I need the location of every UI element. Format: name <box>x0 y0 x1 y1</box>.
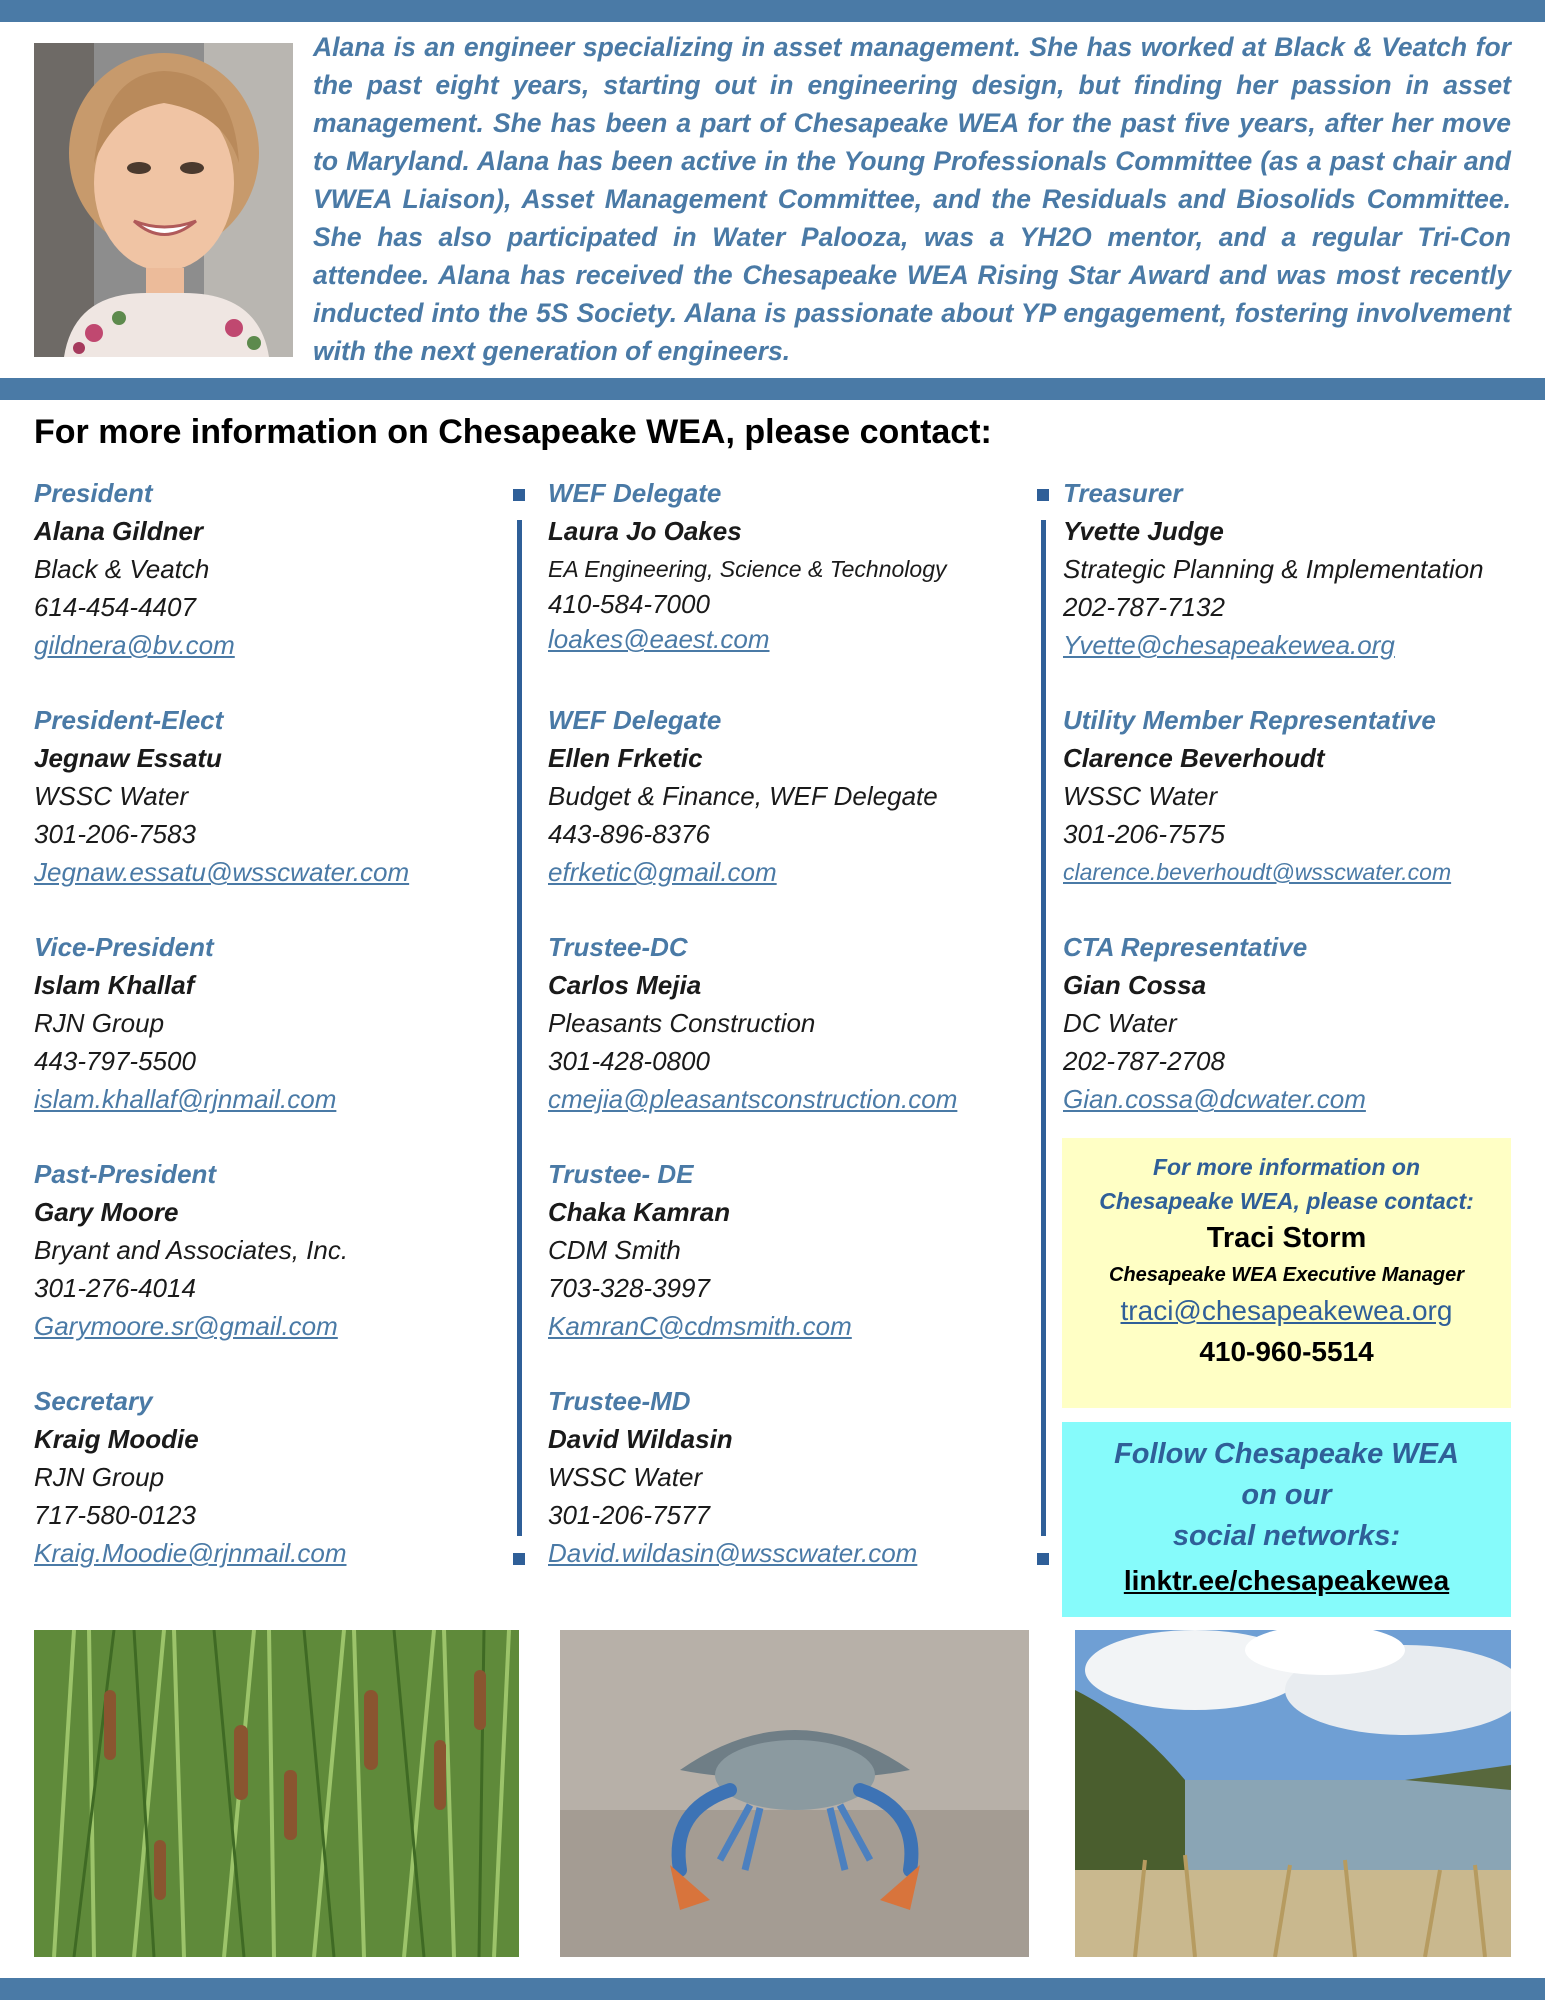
portrait-photo <box>34 43 293 357</box>
divider-square-bottom <box>1037 1553 1049 1565</box>
officers-column-3 <box>1063 474 1523 1155</box>
role-title: Treasurer <box>1063 478 1183 508</box>
contact-entry <box>34 1382 504 1609</box>
social-line2: on our <box>1241 1479 1332 1511</box>
contact-entry <box>1063 701 1523 928</box>
social-line1: Follow Chesapeake WEA <box>1114 1438 1459 1470</box>
phone-number: 614-454-4407 <box>34 592 196 622</box>
bio-paragraph: Alana is an engineer specializing in asset management. She has worked at Black & Veatch for the past eight years, starting out in engineering design, but finding her passion in asset management. She has been a part of Chesapeake WEA for the past five years, after her move to Maryland. Alana has been active in the Young Professionals Committee (as a past chair and VWEA Liaison), Asset Management Committee, and the Residuals and Biosolids Committee. She has also participated in Water Palooza, was a YH2O mentor, and a regular Tri-Con attendee. Alana has received the Chesapeake WEA Rising Star Award and was most recently inducted into the 5S Society. Alana is passionate about YP engagement, fostering involvement with the next generation of engineers. <box>313 32 1511 366</box>
organization: WSSC Water <box>34 781 189 811</box>
role-title: Utility Member Representative <box>1063 705 1436 735</box>
role-title: WEF Delegate <box>548 478 722 508</box>
email-link[interactable]: islam.khallaf@rjnmail.com <box>34 1084 337 1114</box>
role-title: CTA Representative <box>1063 932 1308 962</box>
role-title: Past-President <box>34 1159 217 1189</box>
section-divider-bar <box>0 378 1545 400</box>
email-link[interactable]: Yvette@chesapeakewea.org <box>1063 630 1395 660</box>
email-link[interactable]: KamranC@cdmsmith.com <box>548 1311 852 1341</box>
contact-entry <box>1063 474 1523 701</box>
organization: Strategic Planning & Implementation <box>1063 554 1484 584</box>
contact-entry <box>34 701 504 928</box>
person-name: Carlos Mejia <box>548 970 702 1000</box>
social-line3: social networks: <box>1172 1520 1401 1552</box>
person-name: Laura Jo Oakes <box>548 516 742 546</box>
phone-number: 410-584-7000 <box>548 589 710 619</box>
email-link[interactable]: loakes@eaest.com <box>548 624 770 654</box>
contact-entry <box>34 474 504 701</box>
column-divider-line <box>517 520 522 1536</box>
person-name: David Wildasin <box>548 1424 733 1454</box>
email-link[interactable]: clarence.beverhoudt@wsscwater.com <box>1063 859 1452 885</box>
role-title: Trustee-DC <box>548 932 688 962</box>
contact-entry <box>548 701 1028 928</box>
role-title: WEF Delegate <box>548 705 722 735</box>
executive-contact-box <box>1062 1138 1511 1408</box>
phone-number: 202-787-2708 <box>1063 1046 1225 1076</box>
person-name: Ellen Frketic <box>548 743 703 773</box>
organization: Budget & Finance, WEF Delegate <box>548 781 938 811</box>
divider-square-bottom <box>513 1553 525 1565</box>
contact-entry <box>548 928 1028 1155</box>
role-title: Vice-President <box>34 932 214 962</box>
person-name: Gian Cossa <box>1063 970 1207 1000</box>
blue-crab-photo <box>560 1630 1029 1957</box>
officers-column-1 <box>34 474 504 1609</box>
phone-number: 301-428-0800 <box>548 1046 710 1076</box>
phone-number: 443-797-5500 <box>34 1046 196 1076</box>
contact-entry <box>1063 928 1523 1155</box>
phone-number: 301-206-7583 <box>34 819 196 849</box>
social-networks-box <box>1062 1422 1511 1617</box>
top-banner-bar <box>0 0 1545 22</box>
organization: Black & Veatch <box>34 554 210 584</box>
contact-entry <box>34 1155 504 1382</box>
cattails-photo <box>34 1630 519 1957</box>
email-link[interactable]: Gian.cossa@dcwater.com <box>1063 1084 1366 1114</box>
role-title: Secretary <box>34 1386 153 1416</box>
organization: Bryant and Associates, Inc. <box>34 1235 349 1265</box>
contact-entry <box>548 1155 1028 1382</box>
executive-name: Traci Storm <box>1206 1222 1367 1254</box>
role-title: Trustee-MD <box>548 1386 691 1416</box>
email-link[interactable]: cmejia@pleasantsconstruction.com <box>548 1084 958 1114</box>
phone-number: 202-787-7132 <box>1063 592 1225 622</box>
email-link[interactable]: Kraig.Moodie@rjnmail.com <box>34 1538 347 1568</box>
person-name: Yvette Judge <box>1063 516 1224 546</box>
organization: EA Engineering, Science & Technology <box>548 556 947 582</box>
organization: Pleasants Construction <box>548 1008 816 1038</box>
executive-email-link[interactable]: traci@chesapeakewea.org <box>1120 1295 1453 1326</box>
person-name: Chaka Kamran <box>548 1197 731 1227</box>
role-title: President <box>34 478 153 508</box>
linktree-link[interactable]: linktr.ee/chesapeakewea <box>1123 1565 1450 1596</box>
person-name: Clarence Beverhoudt <box>1063 743 1325 773</box>
executive-title: Chesapeake WEA Executive Manager <box>1109 1264 1464 1286</box>
person-name: Kraig Moodie <box>34 1424 199 1454</box>
email-link[interactable]: Jegnaw.essatu@wsscwater.com <box>34 857 410 887</box>
bottom-banner-bar <box>0 1978 1545 2000</box>
officers-column-2 <box>548 474 1028 1609</box>
person-name: Jegnaw Essatu <box>34 743 222 773</box>
organization: CDM Smith <box>548 1235 681 1265</box>
phone-number: 443-896-8376 <box>548 819 710 849</box>
role-title: Trustee- DE <box>548 1159 694 1189</box>
divider-square-top <box>513 489 525 501</box>
organization: WSSC Water <box>1063 781 1218 811</box>
contact-heading: For more information on Chesapeake WEA, please contact: <box>34 413 992 451</box>
shoreline-photo <box>1075 1630 1511 1957</box>
email-link[interactable]: efrketic@gmail.com <box>548 857 777 887</box>
column-divider-line <box>1041 520 1046 1536</box>
contact-entry <box>548 1382 1028 1609</box>
phone-number: 717-580-0123 <box>34 1500 196 1530</box>
organization: RJN Group <box>34 1008 165 1038</box>
contact-box-line2: Chesapeake WEA, please contact: <box>1099 1188 1474 1214</box>
contact-entry <box>34 928 504 1155</box>
email-link[interactable]: Garymoore.sr@gmail.com <box>34 1311 338 1341</box>
contact-box-line1: For more information on <box>1152 1154 1421 1180</box>
person-name: Gary Moore <box>34 1197 179 1227</box>
phone-number: 703-328-3997 <box>548 1273 710 1303</box>
email-link[interactable]: David.wildasin@wsscwater.com <box>548 1538 918 1568</box>
person-name: Alana Gildner <box>34 516 204 546</box>
organization: RJN Group <box>34 1462 165 1492</box>
executive-phone: 410-960-5514 <box>1199 1336 1374 1367</box>
phone-number: 301-276-4014 <box>34 1273 196 1303</box>
divider-square-top <box>1037 489 1049 501</box>
contact-entry <box>548 474 1028 701</box>
phone-number: 301-206-7577 <box>548 1500 710 1530</box>
organization: DC Water <box>1063 1008 1177 1038</box>
role-title: President-Elect <box>34 705 224 735</box>
person-name: Islam Khallaf <box>34 970 195 1000</box>
email-link[interactable]: gildnera@bv.com <box>34 630 235 660</box>
phone-number: 301-206-7575 <box>1063 819 1225 849</box>
organization: WSSC Water <box>548 1462 703 1492</box>
